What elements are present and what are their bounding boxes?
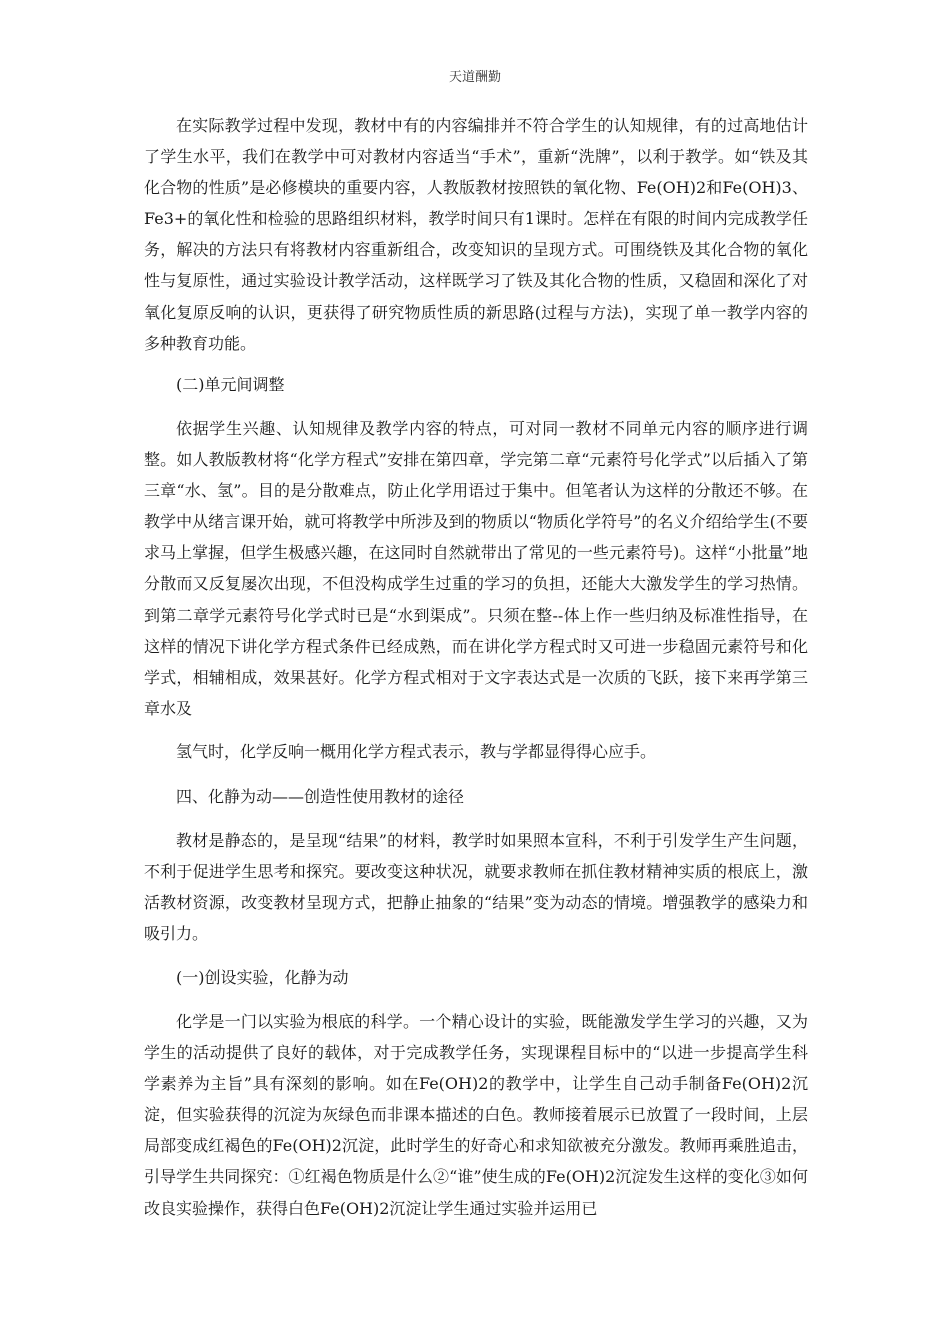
paragraph-unit-order: 依据学生兴趣、认知规律及教学内容的特点，可对同一教材不同单元内容的顺序进行调整。如人教版教材将“化学方程式”安排在第四章，学完第二章“元素符号化学式”以后插入了第三章“水、氢”。目的是分散难点，防止化学用语过于集中。但笔者认为这样的分散还不够。在教学中从绪言课开始，就可将教学中所涉及到的物质以“物质化学符号”的名义介绍给学生(不要求马上掌握，但学生极感兴趣，在这同时自然就带出了常见的一些元素符号)。这样“小批量”地分散而又反复屡次出现，不但没构成学生过重的学习的负担，还能大大激发学生的学习热情。到第二章学元素符号化学式时已是“水到渠成”。只须在整--体上作一些归纳及标准性指导，在这样的情况下讲化学方程式条件已经成熟，而在讲化学方程式时又可进一步稳固元素符号和化学式，相辅相成，效果甚好。化学方程式相对于文字表达式是一次质的飞跃，接下来再学第三章水及 <box>144 419 808 718</box>
paragraph-experiment-example: 化学是一门以实验为根底的科学。一个精心设计的实验，既能激发学生学习的兴趣，又为学生的活动提供了良好的载体，对于完成教学任务，实现课程目标中的“以进一步提高学生科学素养为主旨”具有深刻的影响。如在Fe(OH)2的教学中，让学生自己动手制备Fe(OH)2沉淀，但实验获得的沉淀为灰绿色而非课本描述的白色。教师接着展示已放置了一段时间，上层局部变成红褐色的Fe(OH)2沉淀，此时学生的好奇心和求知欲被充分激发。教师再乘胜追击，引导学生共同探究：①红褐色物质是什么②“谁”使生成的Fe(OH)2沉淀发生这样的变化③如何改良实验操作，获得白色Fe(OH)2沉淀让学生通过实验并运用已 <box>144 1012 808 1218</box>
paragraph-textbook-surgery: 在实际教学过程中发现，教材中有的内容编排并不符合学生的认知规律，有的过高地估计了学生水平，我们在教学中可对教材内容适当“手术”，重新“洗牌”，以利于教学。如“铁及其化合物的性质”是必修模块的重要内容，人教版教材按照铁的氧化物、Fe(OH)2和Fe(OH)3、Fe3+的氧化性和检验的思路组织材料，教学时间只有1课时。怎样在有限的时间内完成教学任务，解决的方法只有将教材内容重新组合，改变知识的呈现方式。可围绕铁及其化合物的氧化性与复原性，通过实验设计教学活动，这样既学习了铁及其化合物的性质，又稳固和深化了对氧化复原反响的认识，更获得了研究物质性质的新思路(过程与方法)，实现了单一教学内容的多种教育功能。 <box>144 116 808 353</box>
section-heading-unit-adjustment: (二)单元间调整 <box>176 375 285 394</box>
section-heading-static-to-dynamic: 四、化静为动——创造性使用教材的途径 <box>176 787 465 806</box>
page-header: 天道酬勤 <box>448 70 501 85</box>
paragraph-equation-continuation: 氢气时，化学反响一概用化学方程式表示，教与学都显得得心应手。 <box>176 742 657 761</box>
paragraph-static-materials: 教材是静态的，是呈现“结果”的材料，教学时如果照本宣科，不利于引发学生产生问题，不利于促进学生思考和探究。要改变这种状况，就要求教师在抓住教材精神实质的根底上，激活教材资源，改变教材呈现方式，把静止抽象的“结果”变为动态的情境。增强教学的感染力和吸引力。 <box>144 831 808 944</box>
section-heading-create-experiments: (一)创设实验，化静为动 <box>176 968 349 987</box>
